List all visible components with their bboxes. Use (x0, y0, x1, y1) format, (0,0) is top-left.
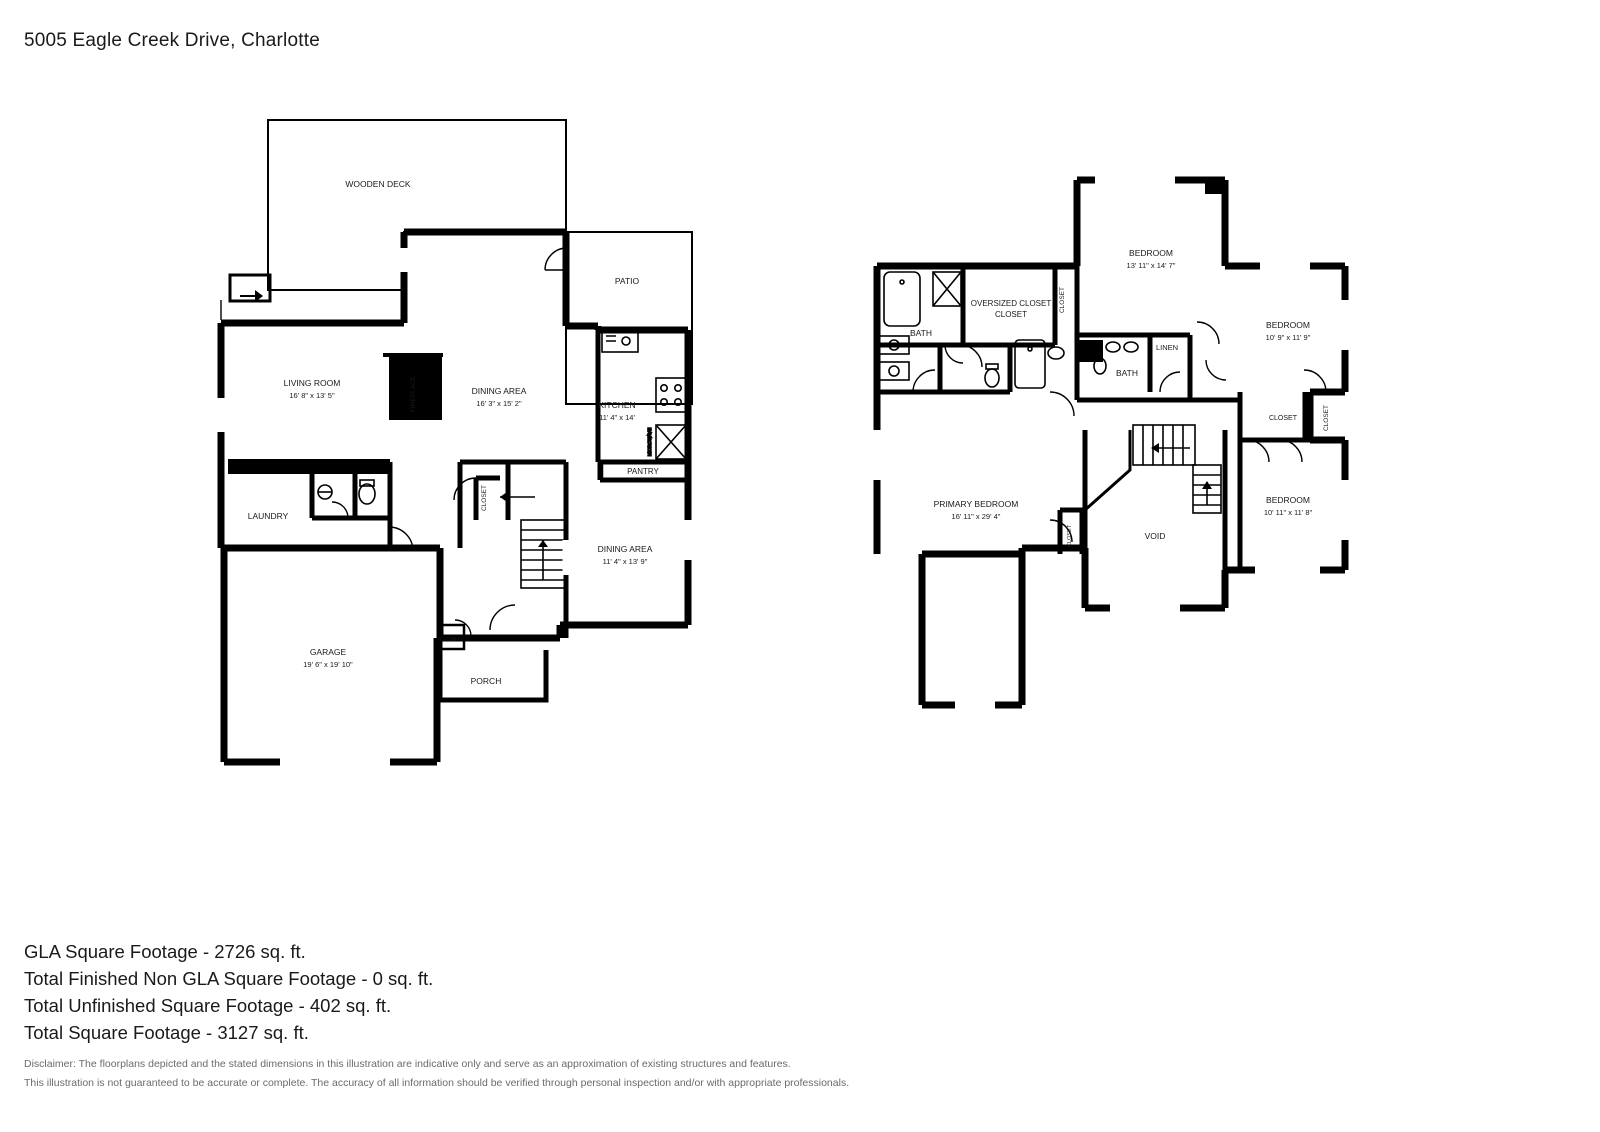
label-garage: GARAGE (309, 647, 347, 657)
label-bath-primary: BATH (909, 328, 933, 338)
label-closet-a: CLOSET (1059, 286, 1066, 314)
label-closet-garage: CLOSET (439, 637, 461, 643)
non-gla-line: Total Finished Non GLA Square Footage - 0 sq. ft. (24, 968, 434, 989)
label-porch: PORCH (470, 676, 502, 686)
kitchen-fixtures (602, 330, 686, 459)
label-oversized-closet-2: CLOSET (994, 310, 1028, 319)
upper-staircase (1133, 425, 1221, 513)
square-footage-summary (24, 938, 924, 1046)
label-garage-dim: 19' 6" x 19' 10" (303, 660, 353, 669)
label-dining-area-1: DINING AREA (471, 386, 527, 396)
label-dining-area-2-dim: 11' 4" x 13' 9" (602, 557, 648, 566)
disclaimer-line-2: This illustration is not guaranteed to be accurate or complete. The accuracy of all information should be verified through personal inspection and/or with appropriate professionals. (24, 1077, 850, 1089)
label-bedroom-2-dim: 13' 11" x 14' 7" (1126, 261, 1176, 270)
label-bedroom-4-dim: 10' 11" x 11' 8" (1263, 508, 1313, 517)
disclaimer-line-1: Disclaimer: The floorplans depicted and the stated dimensions in this illustration are indicative only and serve as an approximation of existing structures and features. (24, 1058, 791, 1070)
label-laundry: LAUNDRY (247, 511, 289, 521)
laundry-counter (228, 459, 390, 474)
disclaimer (24, 1055, 1024, 1093)
upper-stair-arrow-left (1151, 443, 1190, 453)
total-line: Total Square Footage - 3127 sq. ft. (24, 1022, 309, 1043)
closet-dark-block (1077, 340, 1103, 362)
main-floor-plan (221, 120, 692, 762)
void-stair-outline (1085, 430, 1130, 510)
closet-stair-arrow (500, 492, 535, 502)
label-linen: LINEN (1155, 343, 1179, 352)
upper-floor-plan (877, 180, 1345, 705)
label-kitchen: KITCHEN (598, 400, 636, 410)
label-bath-hall: BATH (1115, 368, 1139, 378)
gla-line: GLA Square Footage - 2726 sq. ft. (24, 941, 306, 962)
laundry-bath-fixtures (318, 480, 375, 504)
wooden-deck-outline (268, 120, 566, 290)
unfinished-line: Total Unfinished Square Footage - 402 sq. ft. (24, 995, 392, 1016)
label-primary-bedroom-dim: 16' 11" x 29' 4" (951, 512, 1001, 521)
label-patio: PATIO (614, 276, 640, 286)
label-kitchen-dim: 11' 4" x 14' (599, 413, 635, 422)
entry-arrow (230, 275, 270, 302)
label-pantry: PANTRY (627, 467, 659, 476)
label-living-room-dim: 16' 8" x 13' 5" (289, 391, 335, 400)
label-wooden-deck: WOODEN DECK (345, 179, 411, 189)
label-closet-d: CLOSET (1067, 524, 1073, 548)
label-bedroom-3: BEDROOM (1266, 320, 1310, 330)
label-closet-stair: CLOSET (481, 484, 488, 512)
fireplace-block (383, 353, 443, 420)
label-closet-b: CLOSET (1268, 415, 1298, 422)
label-bedroom-4: BEDROOM (1266, 495, 1310, 505)
label-oversized-closet: OVERSIZED CLOSET (970, 299, 1052, 308)
main-door-swings (221, 248, 567, 636)
page-title: 5005 Eagle Creek Drive, Charlotte (24, 30, 320, 51)
label-living-room: LIVING ROOM (283, 378, 341, 388)
label-bedroom-3-dim: 10' 9" x 11' 9" (1265, 333, 1311, 342)
main-exterior-walls (221, 232, 688, 638)
porch-walls (440, 638, 546, 700)
svg-text:MICROWAVE: MICROWAVE (647, 427, 652, 457)
bedroom-dark-block (1205, 180, 1225, 194)
label-primary-bedroom: PRIMARY BEDROOM (933, 499, 1019, 509)
svg-text:FIREPLACE: FIREPLACE (410, 375, 417, 413)
label-closet-c: CLOSET (1323, 404, 1330, 432)
label-dining-area-1-dim: 16' 3" x 15' 2" (476, 399, 522, 408)
label-dining-area-2: DINING AREA (597, 544, 653, 554)
label-bedroom-2: BEDROOM (1129, 248, 1173, 258)
label-void: VOID (1144, 531, 1166, 541)
